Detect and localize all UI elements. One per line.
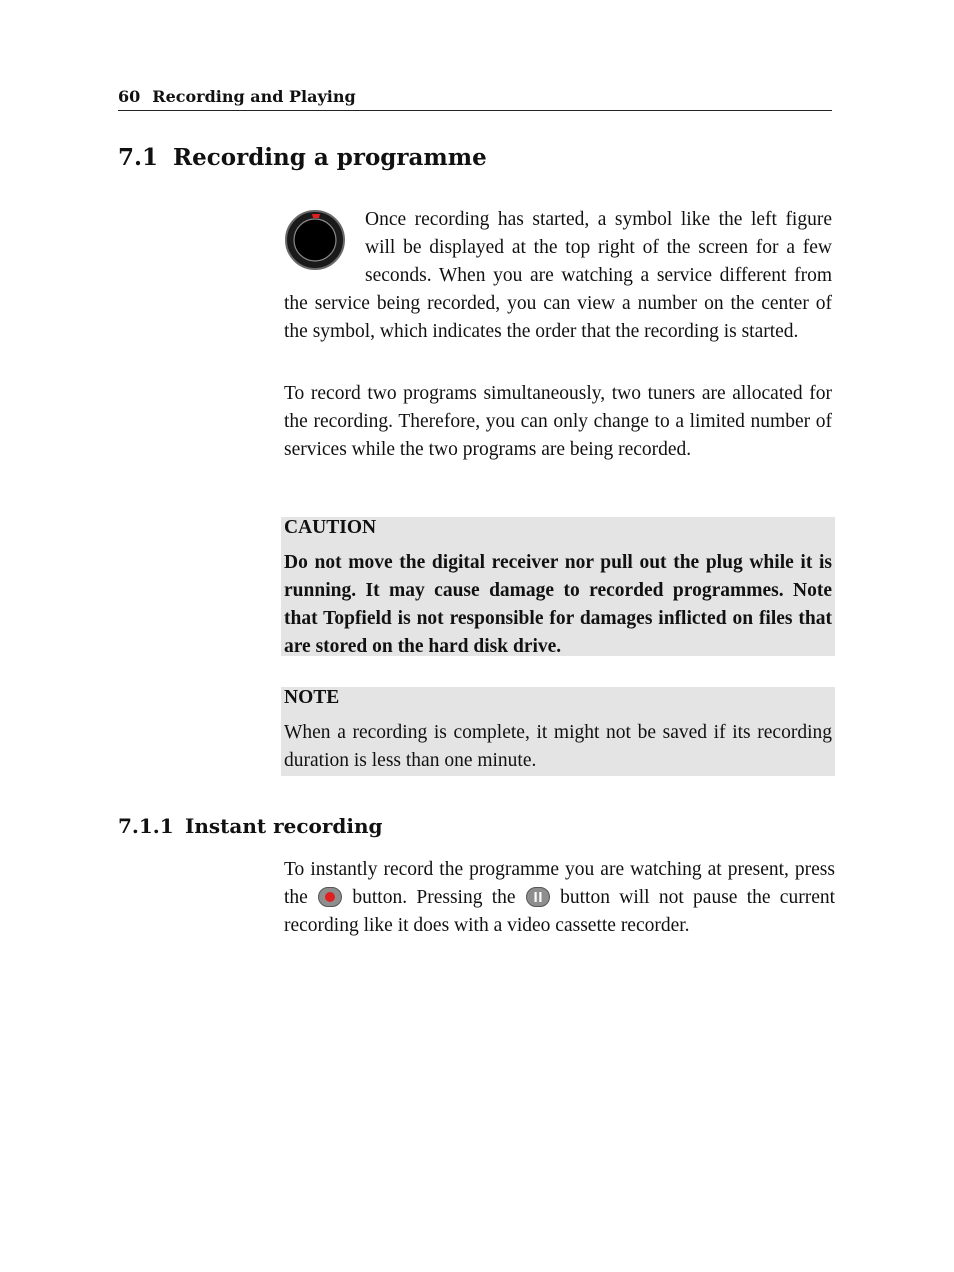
subsection-number: 7.1.1 [118,814,174,838]
recording-paragraph-block [284,206,832,346]
page-number: 60 [118,87,141,106]
running-header [118,86,832,111]
section-title: Recording a programme [173,144,487,171]
record-button-icon [318,887,342,907]
instant-text-part3: button will not pause the current recording like it does with a video cassette recorder. [284,887,836,936]
instant-text-part1: To instantly record the programme you are watching at present, press the [284,859,835,908]
recording-paragraph: Once recording has started, a symbol like the left figure will be displayed at the top right of the screen for a few seconds. When you are watching a service different from the service being recorded, you can view a number on the center of the symbol, which indicates the order that the recording is started. [284,209,832,342]
instant-recording-paragraph [284,856,835,940]
note-title: NOTE [284,687,340,708]
chapter-title: Recording and Playing [152,87,356,106]
section-number: 7.1 [118,144,159,171]
subsection-title: Instant recording [185,814,383,838]
tuner-paragraph: To record two programs simultaneously, two tuners are allocated for the recording. Therefore, you can only change to a limited number of services while the two programs are being recorded. [284,383,832,460]
note-body: When a recording is complete, it might not be saved if its recording duration is less than one minute. [284,722,832,771]
section-heading [118,143,487,173]
subsection-heading [118,812,383,840]
pause-button-icon [526,887,550,907]
instant-text-part2: button. Pressing the [352,887,516,908]
caution-title: CAUTION [284,517,377,538]
recording-symbol-icon [284,209,346,271]
caution-body: Do not move the digital receiver nor pull out the plug while it is running. It may cause damage to recorded programmes. Note that Topfield is not responsible for damages inflicted on files that are stored on the hard disk drive. [284,552,832,657]
note-box [281,687,835,776]
caution-box [281,517,835,656]
